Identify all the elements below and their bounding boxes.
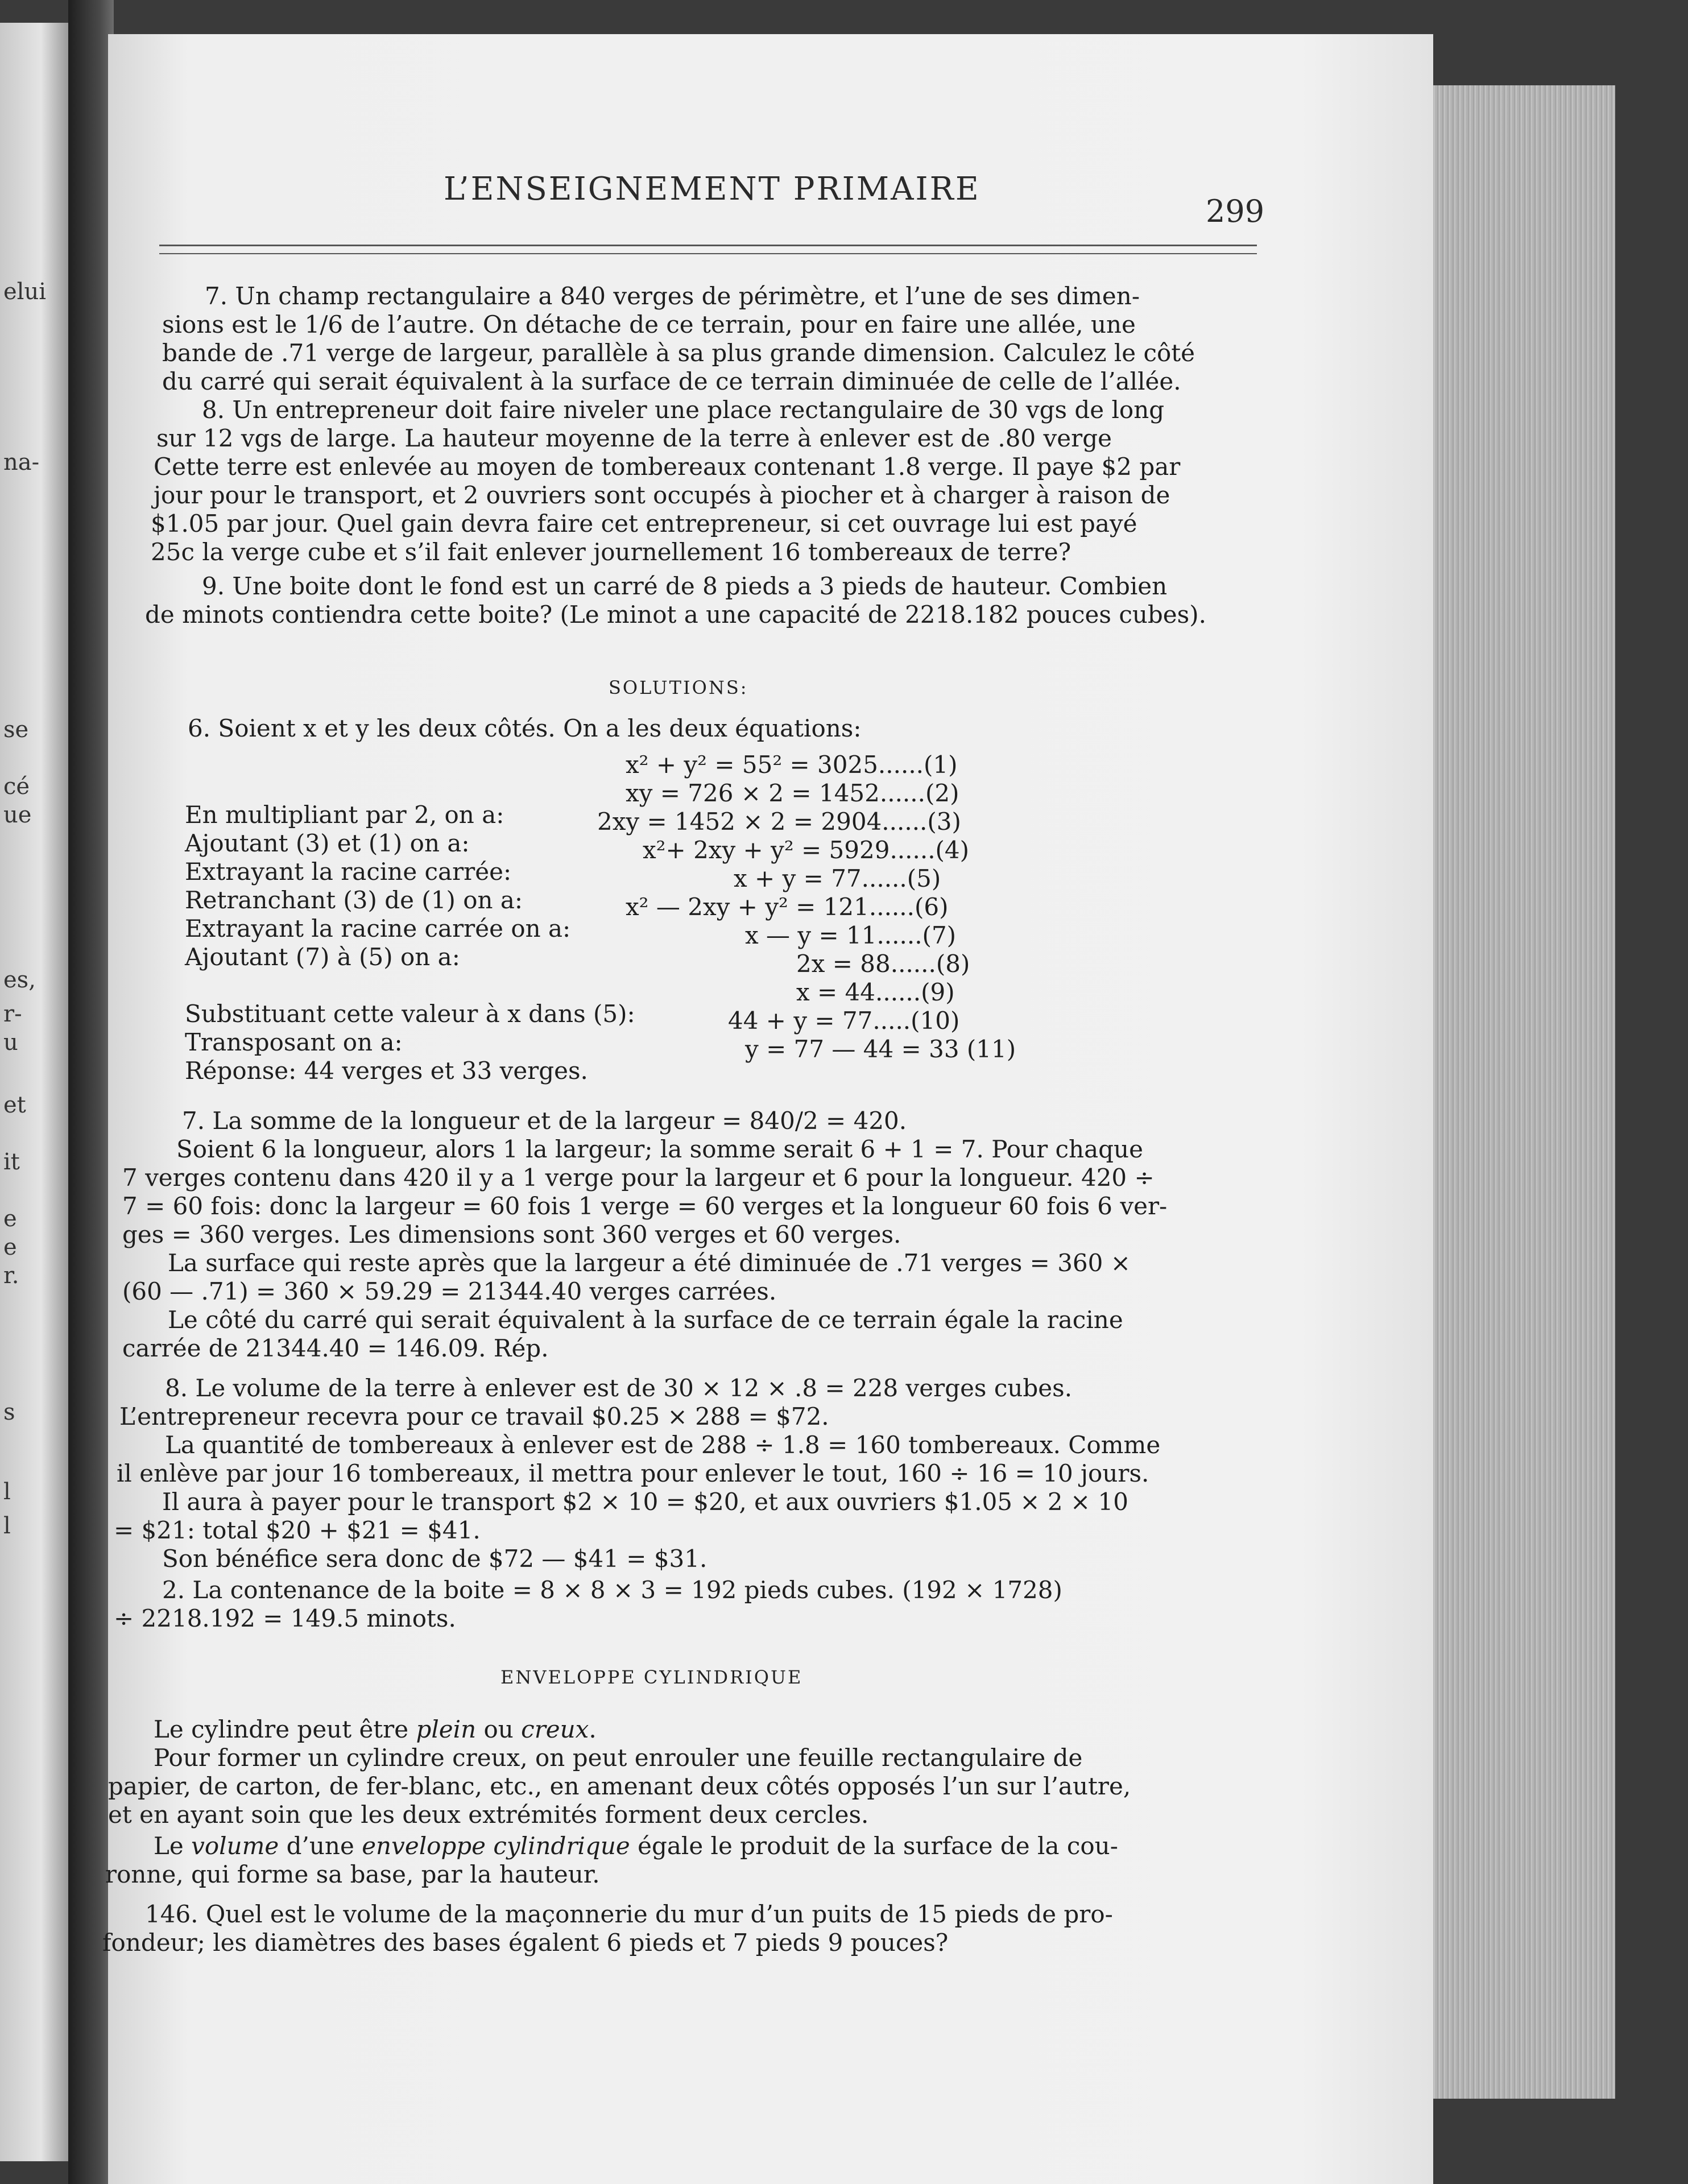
solution6-label: Extrayant la racine carrée on a: — [185, 915, 571, 942]
solution-line: = $21: total $20 + $21 = $41. — [114, 1516, 481, 1544]
solution-line: ÷ 2218.192 = 149.5 minots. — [114, 1604, 456, 1632]
left-fragment: u — [3, 1029, 18, 1056]
left-fragment: r. — [3, 1263, 19, 1289]
equation-7: x — y = 11......(7) — [745, 921, 957, 949]
solution6-label: En multipliant par 2, on a: — [185, 801, 504, 829]
equation-1: x² + y² = 55² = 3025......(1) — [626, 751, 958, 779]
section-line: Le volume d’une enveloppe cylindrique égale le produit de la surface de la cou- — [154, 1832, 1118, 1860]
left-fragment: ue — [3, 802, 32, 828]
running-header-title: L’ENSEIGNEMENT PRIMAIRE — [444, 171, 980, 208]
equation-8: 2x = 88......(8) — [796, 950, 970, 978]
solution-line: Le côté du carré qui serait équivalent à la surface de ce terrain égale la racine — [168, 1306, 1123, 1334]
header-rule-thin — [159, 253, 1257, 254]
solutions-heading: SOLUTIONS: — [609, 677, 748, 698]
left-fragment: r- — [3, 1001, 22, 1027]
solution-line: Il aura à payer pour le transport $2 × 10 = $20, et aux ouvriers $1.05 × 2 × 10 — [162, 1488, 1128, 1516]
left-fragment: cé — [3, 774, 30, 800]
equation-10: 44 + y = 77.....(10) — [728, 1007, 960, 1035]
equation-4: x²+ 2xy + y² = 5929......(4) — [643, 836, 970, 864]
left-fragment: l — [3, 1479, 11, 1505]
left-fragment: l — [3, 1513, 11, 1539]
problem-line: jour pour le transport, et 2 ouvriers sont occupés à piocher et à charger à raison de — [154, 481, 1170, 509]
page-number: 299 — [1206, 193, 1265, 229]
solution6-label: Transposant on a: — [185, 1028, 403, 1056]
equation-9: x = 44......(9) — [796, 978, 955, 1006]
solution-line: Son bénéfice sera donc de $72 — $41 = $31. — [162, 1545, 708, 1573]
equation-6: x² — 2xy + y² = 121......(6) — [626, 893, 949, 921]
equation-11: y = 77 — 44 = 33 (11) — [745, 1035, 1016, 1063]
solution-line: La quantité de tombereaux à enlever est de 288 ÷ 1.8 = 160 tombereaux. Comme — [165, 1431, 1161, 1459]
problem-line: $1.05 par jour. Quel gain devra faire cet entrepreneur, si cet ouvrage lui est payé — [151, 510, 1137, 537]
left-fragment: e — [3, 1234, 17, 1260]
solution-line: 7. La somme de la longueur et de la largeur = 840/2 = 420. — [182, 1107, 907, 1135]
solution-line: carrée de 21344.40 = 146.09. Rép. — [122, 1334, 549, 1362]
section-line: Le cylindre peut être plein ou creux. — [154, 1715, 597, 1743]
section-heading: ENVELOPPE CYLINDRIQUE — [500, 1666, 803, 1688]
background-right — [1615, 0, 1688, 2184]
section-line: 146. Quel est le volume de la maçonnerie du mur d’un puits de 15 pieds de pro- — [145, 1900, 1113, 1928]
equation-3: 2xy = 1452 × 2 = 2904......(3) — [597, 808, 961, 835]
solution-line: (60 — .71) = 360 × 59.29 = 21344.40 verges carrées. — [122, 1277, 777, 1305]
problem-line: sions est le 1/6 de l’autre. On détache de ce terrain, pour en faire une allée, une — [162, 311, 1136, 338]
section-line: fondeur; les diamètres des bases égalent 6 pieds et 7 pieds 9 pouces? — [102, 1929, 949, 1956]
problem-line: sur 12 vgs de large. La hauteur moyenne de la terre à enlever est de .80 verge — [156, 424, 1112, 452]
problem-line: 7. Un champ rectangulaire a 840 verges de périmètre, et l’une de ses dimen- — [205, 282, 1140, 310]
solution6-intro: 6. Soient x et y les deux côtés. On a les deux équations: — [188, 714, 862, 742]
solution-line: 7 = 60 fois: donc la largeur = 60 fois 1 verge = 60 verges et la longueur 60 fois 6 ver- — [122, 1192, 1168, 1220]
problem-line: du carré qui serait équivalent à la surface de ce terrain diminuée de celle de l’allée. — [162, 367, 1181, 395]
left-fragment: s — [3, 1399, 15, 1425]
solution6-label: Retranchant (3) de (1) on a: — [185, 886, 523, 914]
section-line: papier, de carton, de fer-blanc, etc., en amenant deux côtés opposés l’un sur l’autre, — [108, 1772, 1131, 1800]
solution6-label: Ajoutant (7) à (5) on a: — [185, 943, 460, 971]
header-rule — [159, 245, 1257, 246]
equation-2: xy = 726 × 2 = 1452......(2) — [626, 779, 959, 807]
book-gutter — [68, 0, 114, 2184]
left-fragment: it — [3, 1149, 20, 1175]
solution-line: ges = 360 verges. Les dimensions sont 360 verges et 60 verges. — [122, 1221, 901, 1248]
problem-line: 25c la verge cube et s’il fait enlever journellement 16 tombereaux de terre? — [151, 538, 1071, 566]
left-fragment: e — [3, 1206, 17, 1232]
section-line: Pour former un cylindre creux, on peut enrouler une feuille rectangulaire de — [154, 1744, 1083, 1772]
problem-line: bande de .71 verge de largeur, parallèle à sa plus grande dimension. Calculez le côté — [162, 339, 1195, 367]
section-line: et en ayant soin que les deux extrémités forment deux cercles. — [108, 1801, 869, 1829]
section-line: ronne, qui forme sa base, par la hauteur. — [105, 1860, 600, 1888]
left-fragment: et — [3, 1092, 26, 1118]
left-fragment: es, — [3, 967, 36, 993]
problem-line: Cette terre est enlevée au moyen de tombereaux contenant 1.8 verge. Il paye $2 par — [154, 453, 1181, 481]
solution6-label: Ajoutant (3) et (1) on a: — [185, 829, 470, 857]
problem-line: 8. Un entrepreneur doit faire niveler une place rectangulaire de 30 vgs de long — [202, 396, 1165, 424]
solution-line: il enlève par jour 16 tombereaux, il mettra pour enlever le tout, 160 ÷ 16 = 10 jours. — [117, 1459, 1149, 1487]
book-page-edges — [1428, 85, 1619, 2099]
problem-line: 9. Une boite dont le fond est un carré de 8 pieds a 3 pieds de hauteur. Combien — [202, 572, 1168, 600]
solution6-label: Extrayant la racine carrée: — [185, 858, 512, 886]
solution-line: 8. Le volume de la terre à enlever est de 30 × 12 × .8 = 228 verges cubes. — [165, 1374, 1073, 1402]
left-fragment: se — [3, 717, 29, 743]
solution6-label: Substituant cette valeur à x dans (5): — [185, 1000, 635, 1028]
left-fragment: elui — [3, 279, 47, 305]
solution-line: Soient 6 la longueur, alors 1 la largeur; la somme serait 6 + 1 = 7. Pour chaque — [176, 1135, 1143, 1163]
solution-line: L’entrepreneur recevra pour ce travail $0.25 × 288 = $72. — [119, 1403, 829, 1430]
equation-5: x + y = 77......(5) — [734, 864, 941, 892]
solution-line: La surface qui reste après que la largeur a été diminuée de .71 verges = 360 × — [168, 1249, 1131, 1277]
left-fragment: na- — [3, 449, 40, 475]
solution6-answer: Réponse: 44 verges et 33 verges. — [185, 1057, 588, 1085]
left-page-edge — [0, 23, 68, 2161]
problem-line: de minots contiendra cette boite? (Le minot a une capacité de 2218.182 pouces cubes). — [145, 601, 1206, 628]
solution-line: 7 verges contenu dans 420 il y a 1 verge pour la largeur et 6 pour la longueur. 420 ÷ — [122, 1164, 1155, 1192]
solution-line: 2. La contenance de la boite = 8 × 8 × 3 = 192 pieds cubes. (192 × 1728) — [162, 1576, 1062, 1604]
